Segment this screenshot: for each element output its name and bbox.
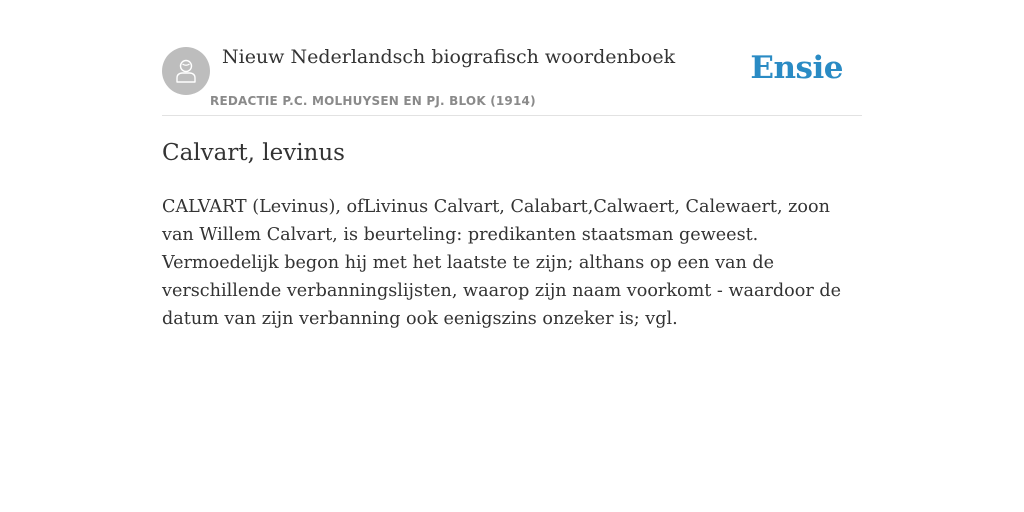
entry-title: Calvart, levinus [162, 140, 345, 166]
ensie-logo[interactable]: Ensie [750, 50, 843, 86]
avatar[interactable] [162, 47, 210, 95]
entry-text: CALVART (Levinus), ofLivinus Calvart, Calabart,Calwaert, Calewaert, zoon van Willem Calvart, is beurteling: predikanten staatsman geweest. Vermoedelijk begon hij met het laatste te zijn; althans op een van de verschillende verbanningslijsten, waarop zijn naam voorkomt - waardoor de datum van zijn verbanning ook eenigszins onzeker is; vgl. [162, 197, 842, 329]
source-header [162, 0, 862, 116]
user-icon [173, 57, 199, 85]
source-title[interactable]: Nieuw Nederlandsch biografisch woordenboek [222, 46, 676, 68]
page-content [162, 0, 862, 329]
source-subtitle: REDACTIE P.C. MOLHUYSEN EN PJ. BLOK (1914) [210, 94, 536, 108]
